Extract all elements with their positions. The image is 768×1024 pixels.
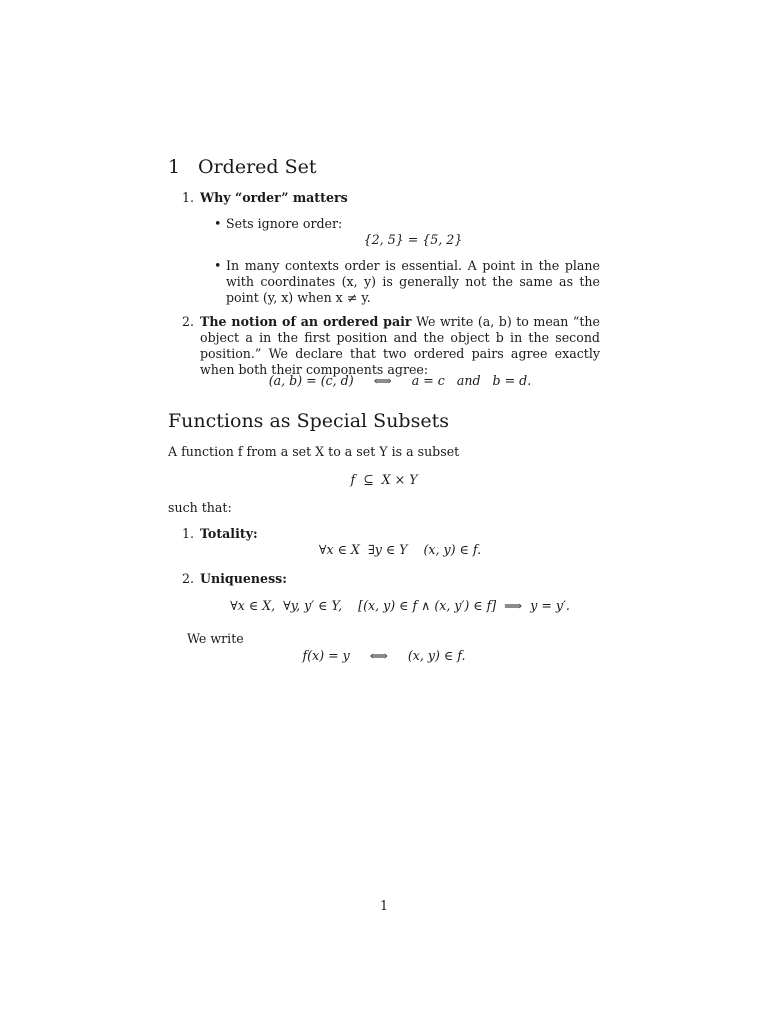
page-number: 1 — [379, 898, 388, 913]
list-item-title: Totality: — [200, 526, 258, 541]
list-item-number: 1. — [182, 190, 195, 205]
such-that-text: such that: — [168, 500, 232, 515]
section-2-heading — [168, 410, 568, 436]
display-math: ∀x ∈ X, ∀y, y′ ∈ Y, [(x, y) ∈ f ∧ (x, y′) ∈ f] ⟹ y = y′. — [230, 598, 570, 613]
section-number: 1 — [168, 156, 181, 178]
display-math: (a, b) = (c, d) ⟺ a = c and b = d. — [268, 373, 532, 388]
intro-text: A function f from a set X to a set Y is a subset — [168, 444, 460, 459]
list-item-title: Uniqueness: — [200, 571, 287, 586]
display-math: ∀x ∈ X ∃y ∈ Y (x, y) ∈ f. — [318, 542, 482, 557]
list-item-title: The notion of an ordered pair — [200, 314, 412, 329]
we-write-text: We write — [187, 631, 244, 646]
paragraph-text: We write (a, b) to mean “the object a in the first position and the object b in the second position.” We declare that two ordered pairs agree exactly when both their components agree: — [200, 314, 600, 377]
list-item-number: 2. — [182, 571, 195, 586]
display-math: f(x) = y ⟺ (x, y) ∈ f. — [302, 648, 466, 663]
bullet-text: Sets ignore order: — [226, 216, 343, 231]
list-item-number: 1. — [182, 526, 195, 541]
display-math: f ⊆ X × Y — [350, 472, 418, 487]
display-math: {2, 5} = {5, 2} — [363, 232, 463, 247]
section-1-heading — [168, 156, 468, 182]
bullet-text: In many contexts order is essential. A point in the plane with coordinates (x, y) is generally not the same as the point (y, x) when x ≠ y. — [226, 258, 600, 305]
section-title: Ordered Set — [198, 156, 317, 178]
bullet-icon: • — [214, 258, 222, 273]
list-item-title: Why “order” matters — [200, 190, 348, 205]
bullet-icon: • — [214, 216, 222, 231]
list-item-number: 2. — [182, 314, 195, 329]
list-item-paragraph — [200, 314, 600, 378]
section-title: Functions as Special Subsets — [168, 410, 449, 432]
